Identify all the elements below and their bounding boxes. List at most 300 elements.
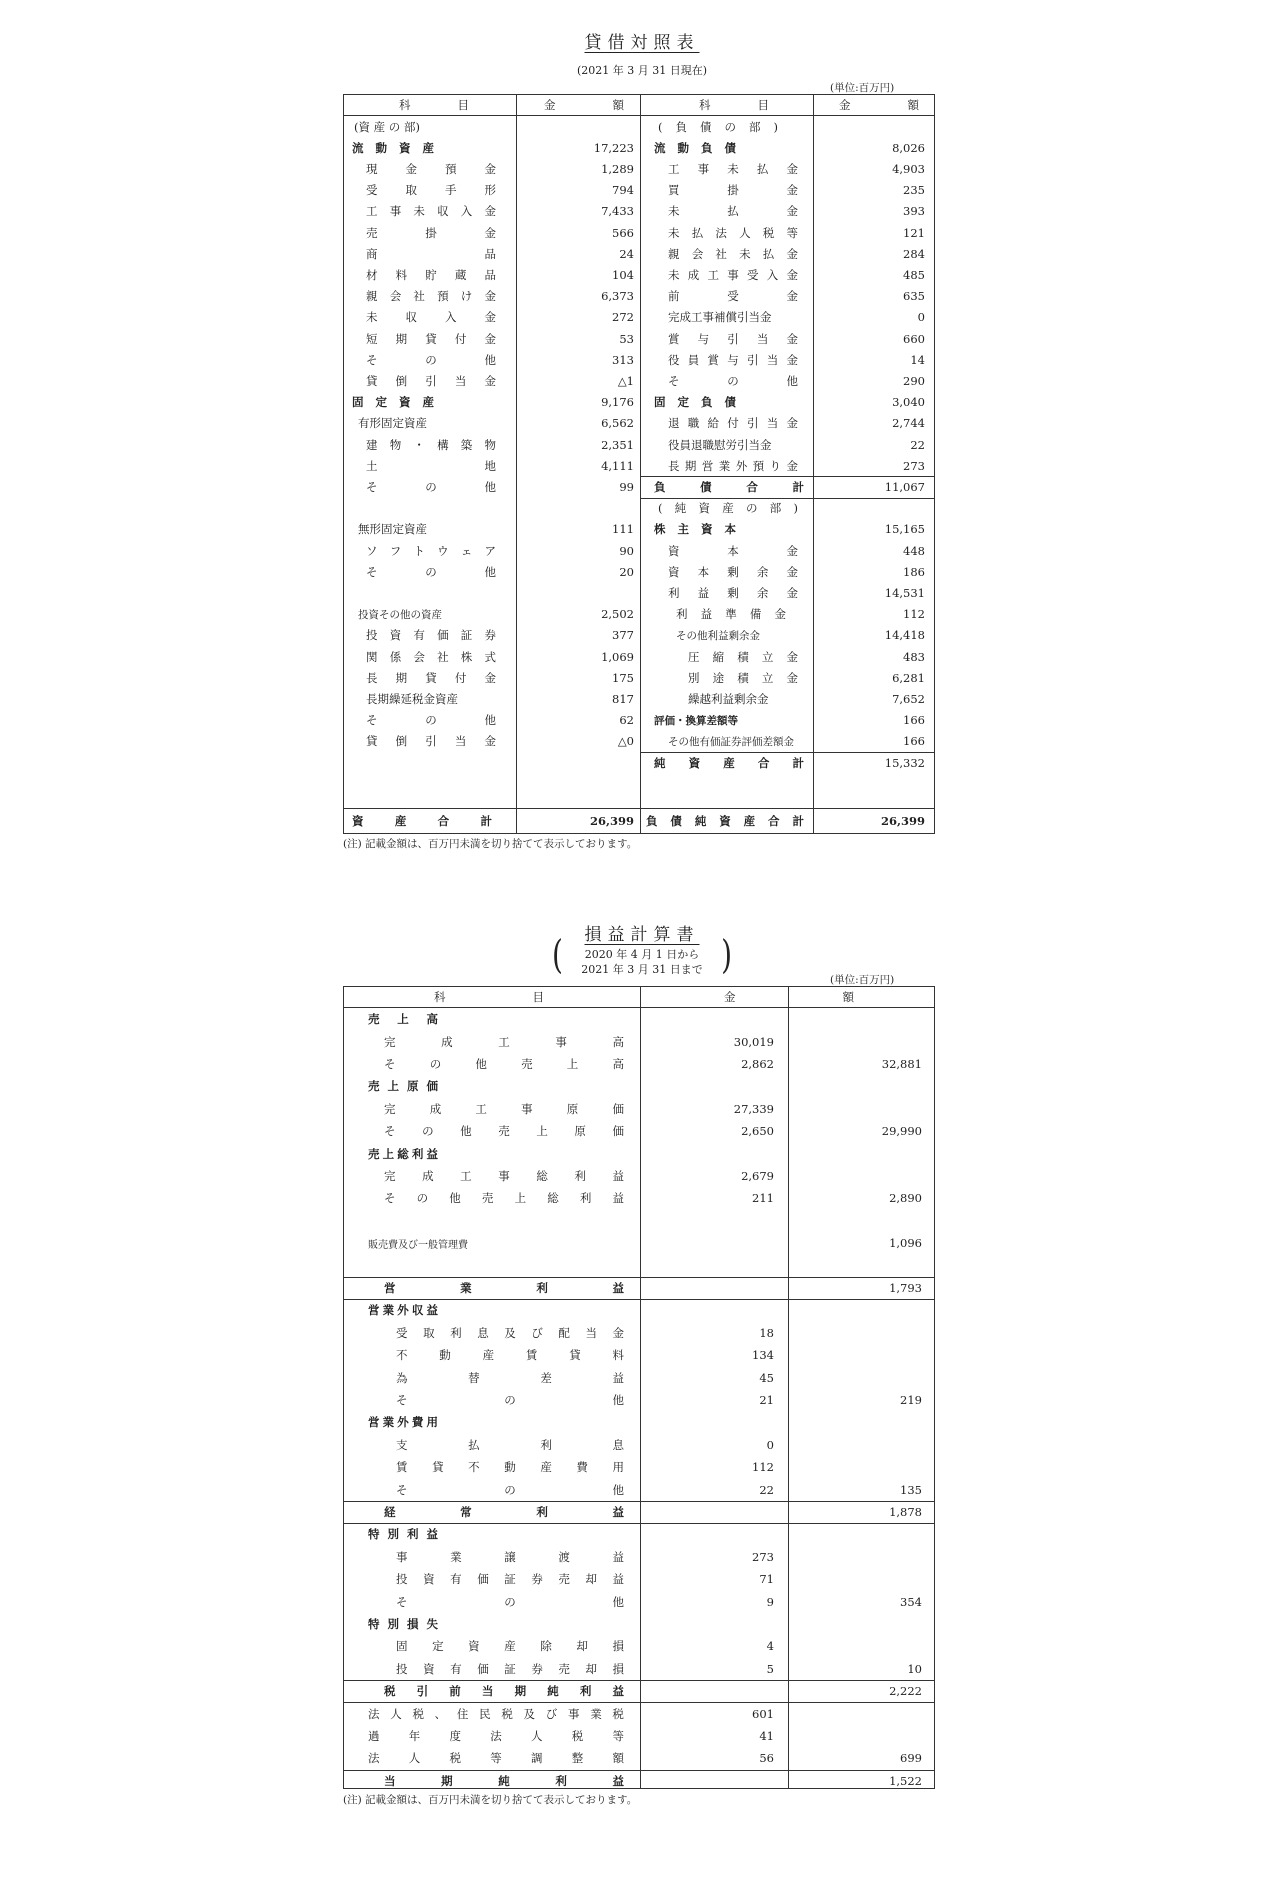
pl-period-close-paren: ) [721,931,732,978]
pl.rows.15-label-char: の [504,1392,516,1407]
bs-unit: (単位:百万円) [830,82,895,94]
bs-asset-value: 313 [612,352,634,367]
bs-title: 貸借対照表 [584,33,700,53]
pl-amount-total: 135 [900,1482,922,1497]
pl-total-label [384,1770,624,1792]
bs.left.26-label-char: 他 [484,713,496,728]
bs-liability-label [676,604,786,625]
bs.left.22-label-char: 証 [460,628,473,643]
bs.left.11-label-char: 他 [484,352,496,367]
bs.right.25-label-char: 積 [737,649,749,664]
pl-row [344,1344,934,1366]
pl-row [344,1590,934,1612]
pl.rows.17-label-char: 支 [396,1437,408,1452]
bs-liability-row [344,413,934,434]
pl-item-label [396,1344,624,1366]
bs.left.23-label-char: 係 [389,649,402,664]
bs.left.24-label-char: 金 [484,670,496,685]
pl.rows.23-label-char: 有 [450,1572,462,1587]
bs.left.5-label-char: 金 [484,225,496,240]
bs.left.15-label-char: 物 [484,437,496,452]
bs-total-left-c4: 計 [480,814,492,828]
pl.rows.4-label-char: 事 [521,1101,533,1116]
pl.rows.27-label-char: 券 [531,1661,543,1676]
bs.right.26-label-char: 積 [737,670,749,685]
pl.rows.21-label-char: 別 [387,1527,399,1542]
pl.rows.5-label-char: 価 [612,1124,624,1139]
bs.right.10-label-char: 当 [756,331,769,346]
pl-row [344,1456,934,1478]
pl.rows.26-label-char: 却 [576,1639,588,1654]
pl-amount-total [792,1008,922,1030]
bs.left.2-label-char: 預 [445,161,457,176]
bs-liability-value: 3,040 [892,395,925,410]
pl-amount-total: 1,793 [889,1280,922,1295]
pl-item-label [384,1187,624,1209]
bs-liability-label [668,349,798,370]
pl.rows.5-label-char: の [422,1124,434,1139]
bs.left.27-label-char: 貸 [366,734,378,749]
pl-amount-detail: 112 [752,1460,774,1475]
bs-asset-value: 111 [612,522,634,537]
bs-liability-row [344,752,934,773]
bs.left.22-label-char: 有 [413,628,425,643]
pl.rows.18-label-char: 不 [468,1460,480,1475]
bs-liability-row [344,582,934,603]
pl.rows.4-label-char: 原 [566,1101,579,1116]
pl.rows.13-label-char: 貸 [569,1348,581,1363]
bs.left.1-label-char: 流 [352,140,364,155]
pl-item-label [396,1590,624,1612]
bs-hdr-item-1: 科 [399,98,411,112]
pl.rows.20-label-char: 益 [612,1504,624,1519]
bs-liability-label: その他有価証券評価差額金 [668,735,794,748]
bs.left.7-label-char: 蔵 [454,267,467,282]
pl-item-label [368,1075,438,1097]
pl.rows.12-label-char: 金 [612,1325,624,1340]
bs.left.2-label-char: 金 [484,161,496,176]
bs.right.13-label-char: 債 [724,395,736,410]
bs.right.8-label-char: 受 [727,289,739,304]
pl.rows.29-label-char: 事 [567,1706,580,1721]
pl.rows.22-label-char: 業 [450,1549,462,1564]
bs.right.7-label-char: 受 [747,267,759,282]
pl.rows.0-label-char: 上 [397,1012,409,1027]
pl.rows.17-label-char: 息 [612,1437,624,1452]
bs.right.14-label-char: 当 [766,416,779,431]
pl.rows.6-label-char: 利 [411,1146,424,1161]
bs.right.22-label-char: 剰 [727,585,739,600]
bs-liability-label [668,561,798,582]
pl.rows.18-label-char: 賃 [396,1460,408,1475]
income-statement-table [343,986,935,1789]
bs.right.5-label-char: 人 [739,225,751,240]
pl.rows.30-label-char: 年 [408,1728,421,1743]
pl.rows.29-label-char: び [545,1706,558,1721]
pl.rows.30-label-char: 人 [531,1728,543,1743]
bs-liability-label: その他利益剰余金 [676,629,760,642]
pl.rows.14-label-char: 差 [540,1370,552,1385]
bs.right.19-label-char: 主 [677,522,689,537]
bs.right.7-label-char: 成 [687,267,700,282]
pl.rows.29-label-char: 住 [456,1706,469,1721]
bs-liability-label [688,667,798,688]
bs.left.5-label-char: 売 [366,225,378,240]
pl.rows.19-label-char: そ [396,1482,408,1497]
bs-asset-label: 有形固定資産 [358,416,427,431]
pl.rows.29-label-char: 、 [434,1706,447,1721]
bs-liability-row [344,201,934,222]
pl-amount-total [792,1546,922,1568]
pl-row [344,1008,934,1030]
bs-liability-label [668,328,798,349]
bs.right.18-label-char: 産 [722,501,734,516]
pl-row [344,1478,934,1500]
bs.right.21-label-char: 資 [668,564,680,579]
pl-item-label [396,1322,624,1344]
bs-liability-label: 完成工事補償引当金 [668,310,772,325]
bs-liability-label [654,392,736,413]
bs-asset-value: 566 [612,225,634,240]
pl.rows.27-label-char: 投 [396,1661,408,1676]
pl-amount-detail: 211 [752,1191,774,1206]
bs.right.10-label-char: 引 [727,331,739,346]
pl-item-label [396,1635,624,1657]
bs-liability-label [654,137,736,158]
bs.right.16-label-char: 業 [718,458,731,473]
bs.right.2-label-char: 工 [668,161,680,176]
pl-amount-detail [644,1770,774,1792]
pl-item-label [368,1747,624,1769]
bs.right.3-label-char: 掛 [727,183,739,198]
pl-amount-total [792,1523,922,1545]
pl.rows.13-label-char: 賃 [525,1348,538,1363]
pl.rows.13-label-char: 不 [396,1348,408,1363]
pl.rows.24-label-char: 他 [612,1594,624,1609]
bs.right.11-label-char: 員 [687,352,700,367]
pl-amount-detail: 21 [759,1392,774,1407]
pl-row [344,1725,934,1747]
pl-total-label [384,1277,624,1299]
bs-liability-row [344,667,934,688]
bs.right.18-label-char: 純 [674,501,687,516]
bs.right.7-label-char: 事 [727,267,739,282]
bs.left.3-label-char: 手 [445,183,457,198]
bs.left.7-label-char: 料 [395,267,408,282]
pl.rows.11-label-char: 益 [426,1303,438,1318]
pl.rows.29-label-char: 業 [590,1706,602,1721]
bs-total-right-c1: 負 [646,814,658,828]
pl.rows.32-label-char: 純 [498,1773,510,1788]
pl.rows.21-label-char: 益 [426,1527,438,1542]
bs.right.25-label-char: 縮 [712,649,725,664]
bs.right.4-label-char: 払 [727,204,739,219]
pl.rows.28-label-char: 期 [514,1684,527,1699]
bs.right.1-label-char: 流 [654,140,666,155]
bs.left.23-label-char: 式 [484,649,496,664]
pl-row [344,1232,934,1254]
bs.right.17-label-char: 計 [792,479,804,494]
pl.rows.10-label-char: 営 [384,1280,396,1295]
bs.left.10-label-char: 貸 [425,331,437,346]
pl.rows.14-label-char: 益 [612,1370,624,1385]
bs.right.2-label-char: 金 [786,161,798,176]
pl-item-label [368,1142,438,1164]
pl.rows.16-label-char: 費 [411,1415,424,1430]
pl.rows.27-label-char: 却 [585,1661,597,1676]
pl-amount-total [792,1434,922,1456]
bs.left.19-label-char: ト [413,543,425,558]
bs.right.16-label-char: 預 [752,458,765,473]
bs-asset-value: 1,289 [601,161,634,176]
pl.rows.28-label-char: 純 [547,1684,559,1699]
bs.right.0-label-char: ( [658,119,663,134]
pl.rows.26-label-char: 除 [540,1639,552,1654]
pl.rows.7-label-char: 利 [574,1168,586,1183]
bs.right.10-label-char: 金 [786,331,798,346]
pl.rows.29-label-char: 法 [368,1706,380,1721]
pl.rows.12-label-char: 受 [396,1325,408,1340]
bs.left.3-label-char: 受 [366,183,378,198]
bs.left.11-label-char: の [425,352,437,367]
bs-liability-value: 186 [903,564,925,579]
pl.rows.6-label-char: 益 [426,1146,438,1161]
pl-period-from: 2020 年 4 月 1 日から [584,948,700,961]
bs.right.18-label-char: ) [793,501,798,516]
bs.left.9-label-char: 未 [366,310,378,325]
bs.left.15-label-char: 構 [437,437,449,452]
bs-liability-label [668,201,798,222]
pl.rows.4-label-char: 完 [384,1101,396,1116]
pl.rows.5-label-char: そ [384,1124,396,1139]
pl-amount-total: 354 [900,1594,922,1609]
pl.rows.31-label-char: 等 [490,1751,502,1766]
pl-amount-detail [644,1299,774,1321]
pl-row [344,1120,934,1142]
pl.rows.8-label-char: 売 [481,1191,494,1206]
pl-item-label: 販売費及び一般管理費 [368,1239,468,1251]
bs-liability-row [344,604,934,625]
bs-liability-value: 15,165 [884,522,925,537]
bs.left.15-label-char: 築 [460,437,473,452]
pl.rows.29-label-char: 税 [412,1706,424,1721]
bs.left.19-label-char: フ [389,543,402,558]
bs.left.8-label-char: 会 [389,289,402,304]
pl.rows.14-label-char: 替 [468,1370,480,1385]
pl-amount-total [792,1456,922,1478]
pl.rows.20-label-char: 常 [460,1504,472,1519]
pl.rows.30-label-char: 税 [571,1728,584,1743]
bs-asset-value: 272 [612,310,634,325]
pl.rows.23-label-char: 券 [531,1572,543,1587]
pl-amount-detail: 9 [766,1594,774,1609]
bs.right.12-label-char: 他 [786,373,798,388]
bs.right.11-label-char: 金 [786,352,798,367]
bs-liability-label: 役員退職慰労引当金 [668,437,772,452]
pl-row [344,1187,934,1209]
pl.rows.1-label-char: 成 [441,1034,453,1049]
bs-liability-value: 22 [910,437,925,452]
bs-liability-value [817,498,925,519]
bs.left.2-label-char: 金 [405,161,417,176]
pl-amount-total: 29,990 [881,1124,922,1139]
bs.right.17-label-char: 負 [654,479,666,494]
bs.right.21-label-char: 金 [786,564,798,579]
bs-liability-label [654,519,736,540]
pl.rows.20-label-char: 経 [384,1504,396,1519]
bs-asset-label: 無形固定資産 [358,522,427,537]
bs.right.1-label-char: 負 [701,140,713,155]
pl.rows.11-label-char: 業 [382,1303,395,1318]
bs.left.24-label-char: 長 [366,670,378,685]
bs.left.6-label-char: 商 [366,246,378,261]
bs.right.5-label-char: 等 [786,225,798,240]
pl-amount-detail: 18 [759,1325,774,1340]
pl.rows.2-label-char: 他 [475,1056,487,1071]
pl-amount-detail [644,1501,774,1523]
pl.rows.15-label-char: 他 [612,1392,624,1407]
bs.left.23-label-char: 社 [437,649,449,664]
bs.left.15-label-char: ・ [413,437,425,452]
bs.right.18-label-char: 資 [698,501,710,516]
bs-liability-row [344,222,934,243]
bs-liability-value [817,116,925,137]
bs-hdr-amt-r2: 額 [907,98,919,112]
bs.left.8-label-char: 金 [484,289,496,304]
bs.right.10-label-char: 賞 [668,331,680,346]
bs.right.20-label-char: 金 [786,543,798,558]
pl.rows.7-label-char: 事 [498,1168,510,1183]
pl-amount-total [792,1725,922,1747]
bs.right.26-label-char: 途 [712,670,725,685]
bs-asset-value: 6,562 [601,416,634,431]
bs.left.16-label-char: 土 [366,458,378,473]
bs-liability-value: 0 [917,310,925,325]
pl.rows.16-label-char: 用 [426,1415,438,1430]
bs-asset-value: 6,373 [601,289,634,304]
bs-total-right-c4: 資 [719,814,731,828]
pl.rows.23-label-char: 売 [558,1572,570,1587]
pl-row [344,1523,934,1545]
bs-asset-value: 1,069 [601,649,634,664]
bs.left.26-label-char: そ [366,713,378,728]
pl-amount-total [792,1142,922,1164]
pl.rows.27-label-char: 有 [450,1661,462,1676]
pl-amount-detail [644,1613,774,1635]
bs-total-right-c6: 合 [768,814,780,828]
pl-item-label [396,1366,624,1388]
bs.left.8-label-char: 社 [413,289,425,304]
bs.right.2-label-char: 払 [756,161,769,176]
pl-item-label [396,1456,624,1478]
pl-item-label [396,1389,624,1411]
bs.left.3-label-char: 形 [484,183,496,198]
bs.left.12-label-char: 金 [484,373,496,388]
bs-liability-row [344,370,934,391]
bs-liability-row [344,476,934,497]
bs.left.5-label-char: 掛 [425,225,437,240]
pl-row [344,1635,934,1657]
bs-liability-value: 112 [903,607,925,622]
bs-total-right-c7: 計 [792,814,804,828]
bs.right.23-label-char: 利 [676,607,688,622]
pl.rows.19-label-char: の [504,1482,516,1497]
bs-liability-value: 290 [903,373,925,388]
pl.rows.23-label-char: 証 [504,1572,516,1587]
pl-amount-detail [644,1232,774,1254]
pl.rows.6-label-char: 総 [397,1146,409,1161]
bs.right.4-label-char: 金 [786,204,798,219]
pl.rows.2-label-char: 高 [612,1056,624,1071]
bs.right.26-label-char: 立 [761,670,774,685]
pl.rows.12-label-char: 利 [450,1325,462,1340]
pl.rows.30-label-char: 等 [612,1728,624,1743]
bs-asset-value: 9,176 [601,395,634,410]
pl-amount-detail: 56 [759,1751,774,1766]
pl.rows.8-label-char: 益 [612,1191,624,1206]
bs-asset-value: 794 [612,183,634,198]
bs.left.26-label-char: の [425,713,437,728]
bs.left.27-label-char: 当 [454,734,467,749]
pl.rows.31-label-char: 法 [368,1751,380,1766]
pl-amount-total: 1,878 [889,1504,922,1519]
pl.rows.23-label-char: 却 [585,1572,597,1587]
bs-asset-value: 99 [619,479,634,494]
bs.left.8-label-char: 預 [437,289,449,304]
bs-liability-row [344,498,934,519]
pl-item-label [368,1008,438,1030]
bs.right.4-label-char: 未 [668,204,680,219]
pl-hdr-item-2: 目 [532,990,544,1004]
bs-liability-label [668,222,798,243]
bs-note: (注) 記載金額は、百万円未満を切り捨てて表示しております。 [343,838,638,850]
bs.left.24-label-char: 付 [454,670,467,685]
pl.rows.3-label-char: 原 [407,1079,419,1094]
pl-amount-total [792,1098,922,1120]
pl-item-label [396,1568,624,1590]
bs.right.16-label-char: 外 [735,458,748,473]
bs-total-left-c3: 合 [437,814,450,828]
pl-amount-detail: 41 [759,1728,774,1743]
pl.rows.29-label-char: 及 [523,1706,536,1721]
pl.rows.25-label-char: 失 [426,1616,438,1631]
pl.rows.28-label-char: 前 [449,1684,461,1699]
pl.rows.26-label-char: 産 [504,1639,516,1654]
bs-liability-label [688,688,798,709]
pl.rows.22-label-char: 渡 [558,1549,570,1564]
pl-amount-detail [644,1008,774,1030]
pl-amount-total [792,1613,922,1635]
bs.left.27-label-char: 金 [484,734,496,749]
bs-asset-value: 2,351 [601,437,634,452]
bs.left.15-label-char: 建 [366,437,378,452]
bs-total-assets-value: 26,399 [589,814,634,828]
pl.rows.8-label-char: そ [384,1191,396,1206]
bs-asset-value: 175 [612,670,634,685]
pl.rows.31-label-char: 額 [612,1751,624,1766]
bs-asset-value: 90 [619,543,634,558]
bs.right.19-label-char: 本 [724,522,736,537]
bs-liability-value: 284 [903,246,925,261]
pl-amount-total [792,1702,922,1724]
pl-item-label [396,1546,624,1568]
bs.right.14-label-char: 引 [747,416,759,431]
bs.right.7-label-char: 工 [707,267,719,282]
pl-amount-detail [644,1142,774,1164]
pl-total-row [344,1680,934,1702]
pl-item-label [368,1613,438,1635]
bs.left.19-label-char: ア [484,543,496,558]
